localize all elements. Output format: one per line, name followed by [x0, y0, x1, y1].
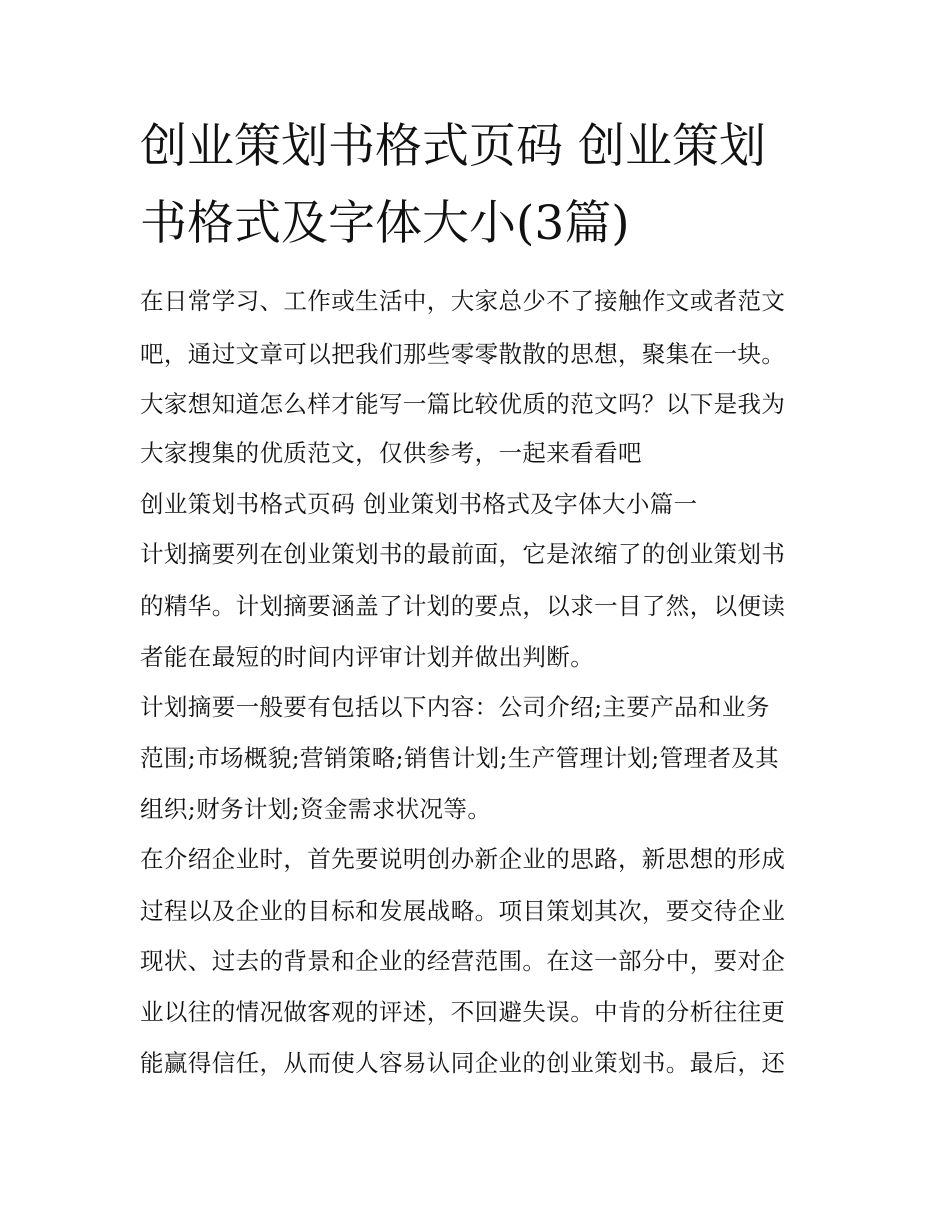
document-title-line-2: 书格式及字体大小(3篇) [140, 196, 630, 251]
body-line: 的精华。计划摘要涵盖了计划的要点，以求一目了然，以便读 [140, 592, 786, 620]
body-line: 现状、过去的背景和企业的经营范围。在这一部分中，要对企 [140, 947, 786, 975]
body-line: 能赢得信任，从而使人容易认同企业的创业策划书。最后，还 [140, 1049, 786, 1077]
body-line: 计划摘要一般要有包括以下内容：公司介绍;主要产品和业务 [140, 693, 770, 721]
body-line: 大家想知道怎么样才能写一篇比较优质的范文吗？以下是我为 [140, 390, 786, 418]
body-line: 计划摘要列在创业策划书的最前面，它是浓缩了的创业策划书 [140, 540, 786, 568]
section-heading: 创业策划书格式页码 创业策划书格式及字体大小篇一 [140, 490, 698, 518]
document-title-line-1: 创业策划书格式页码 创业策划 [140, 119, 766, 174]
body-line: 在介绍企业时，首先要说明创办新企业的思路，新思想的形成 [140, 845, 786, 873]
body-line: 大家搜集的优质范文，仅供参考，一起来看看吧 [140, 439, 642, 467]
body-line: 组织;财务计划;资金需求状况等。 [140, 795, 492, 823]
body-line: 吧，通过文章可以把我们那些零零散散的思想，聚集在一块。 [140, 340, 786, 368]
body-line: 者能在最短的时间内评审计划并做出判断。 [140, 643, 595, 671]
body-line: 在日常学习、工作或生活中，大家总少不了接触作文或者范文 [140, 287, 786, 315]
body-line: 范围;市场概貌;营销策略;销售计划;生产管理计划;管理者及其 [140, 744, 780, 772]
body-line: 业以往的情况做客观的评述，不回避失误。中肯的分析往往更 [140, 998, 786, 1026]
body-line: 过程以及企业的目标和发展战略。项目策划其次，要交待企业 [140, 897, 786, 925]
